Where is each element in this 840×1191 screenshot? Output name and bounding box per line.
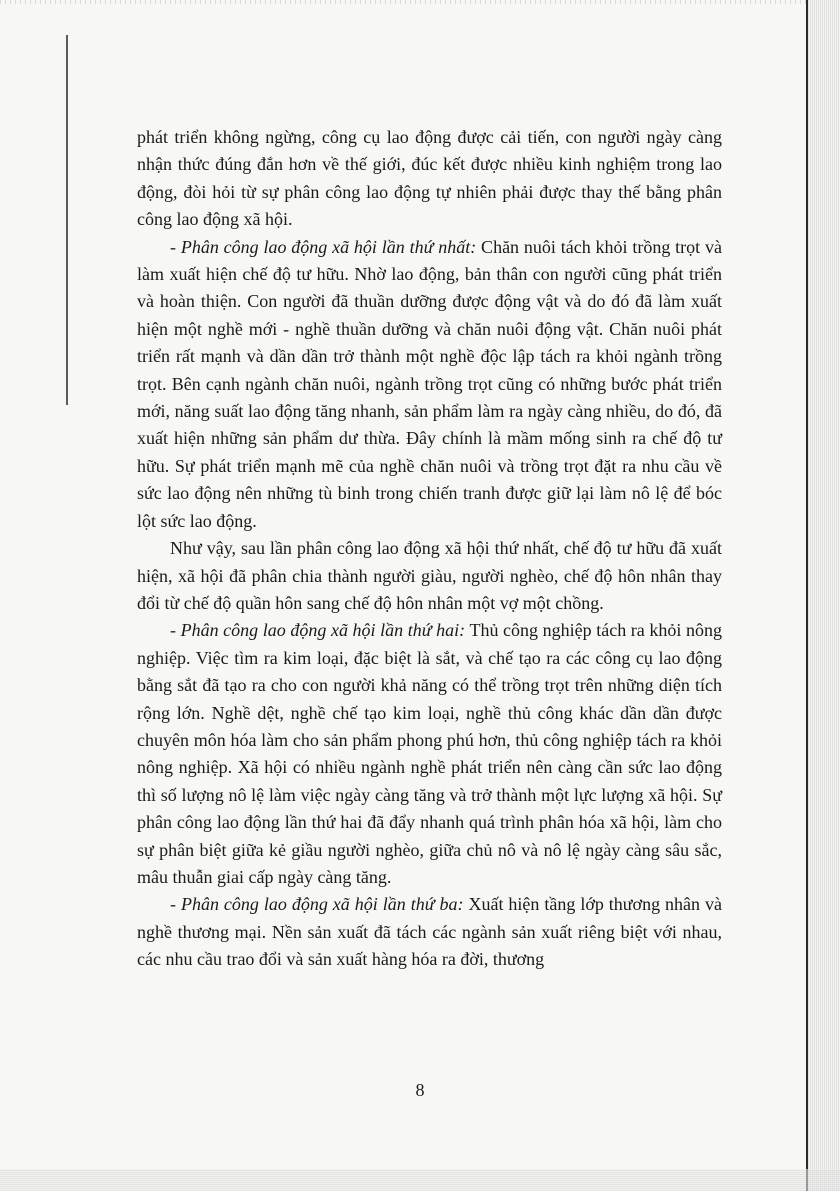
paragraph-first-division	[137, 234, 722, 535]
scan-artifact-bottom	[0, 1169, 840, 1191]
section-heading-third: - Phân công lao động xã hội lần thứ ba:	[170, 894, 464, 915]
page-number: 8	[415, 1080, 425, 1100]
paragraph-continuation	[137, 124, 722, 234]
paragraph-text: Thủ công nghiệp tách ra khỏi nông nghiệp. Việc tìm ra kim loại, đặc biệt là sắt, và chế tạo ra các công cụ lao động bằng sắt đã tạo ra cho con người khả năng có thể trồng trọt trên những diện tích rộng lớn. Nghề dệt, nghề chế tạo kim loại, nghề thủ công khác dần dần được chuyên môn hóa làm cho sản phẩm phong phú hơn, thủ công nghiệp tách ra khỏi nông nghiệp. Xã hội có nhiều ngành nghề phát triển nên càng cần sức lao động thì số lượng nô lệ làm việc ngày càng tăng và trở thành một lực lượng xã hội. Sự phân công lao động lần thứ hai đã đẩy nhanh quá trình phân hóa xã hội, làm cho sự phân biệt giữa kẻ giầu người nghèo, giữa chủ nô và nô lệ ngày càng sâu sắc, mâu thuẫn giai cấp ngày càng tăng.	[137, 620, 722, 887]
section-heading-first: - Phân công lao động xã hội lần thứ nhất:	[170, 236, 477, 257]
body-text	[137, 124, 722, 974]
paragraph-second-division	[137, 617, 722, 891]
paragraph-text: Như vậy, sau lần phân công lao động xã hội thứ nhất, chế độ tư hữu đã xuất hiện, xã hội đã phân chia thành người giàu, người nghèo, chế độ hôn nhân thay đổi từ chế độ quần hôn sang chế độ hôn nhân một vợ một chồng.	[137, 538, 722, 613]
scan-artifact-left-line	[66, 35, 68, 405]
paragraph-text: Chăn nuôi tách khỏi trồng trọt và làm xuất hiện chế độ tư hữu. Nhờ lao động, bản thân con người cũng phát triển và hoàn thiện. Con người đã thuần dưỡng được động vật và do đó đã làm xuất hiện một nghề mới - nghề thuần dưỡng và chăn nuôi động vật. Chăn nuôi phát triển rất mạnh và dần dần trở thành một nghề độc lập tách ra khỏi ngành trồng trọt. Bên cạnh ngành chăn nuôi, ngành trồng trọt cũng có những bước phát triển mới, năng suất lao động tăng nhanh, sản phẩm làm ra ngày càng nhiều, do đó, đã xuất hiện những sản phẩm dư thừa. Đây chính là mầm mống sinh ra chế độ tư hữu. Sự phát triển mạnh mẽ của nghề chăn nuôi và trồng trọt đặt ra nhu cầu về sức lao động nên những tù binh trong chiến tranh được giữ lại làm nô lệ để bóc lột sức lao động.	[137, 236, 722, 531]
scan-artifact-top	[0, 0, 808, 4]
paragraph-summary	[137, 535, 722, 617]
paragraph-text: Xuất hiện tầng lớp thương nhân và nghề thương mại. Nền sản xuất đã tách các ngành sản xuất riêng biệt với nhau, các nhu cầu trao đổi và sản xuất hàng hóa ra đời, thương	[137, 894, 722, 970]
scan-artifact-right-edge	[808, 0, 840, 1191]
paragraph-text: phát triển không ngừng, công cụ lao động được cải tiến, con người ngày càng nhận thức đúng đắn hơn về thế giới, đúc kết được nhiều kinh nghiệm trong lao động, đòi hỏi từ sự phân công lao động tự nhiên phải được thay thế bằng phân công lao động xã hội.	[137, 127, 722, 230]
paragraph-third-division	[137, 891, 722, 973]
section-heading-second: - Phân công lao động xã hội lần thứ hai:	[170, 620, 466, 641]
